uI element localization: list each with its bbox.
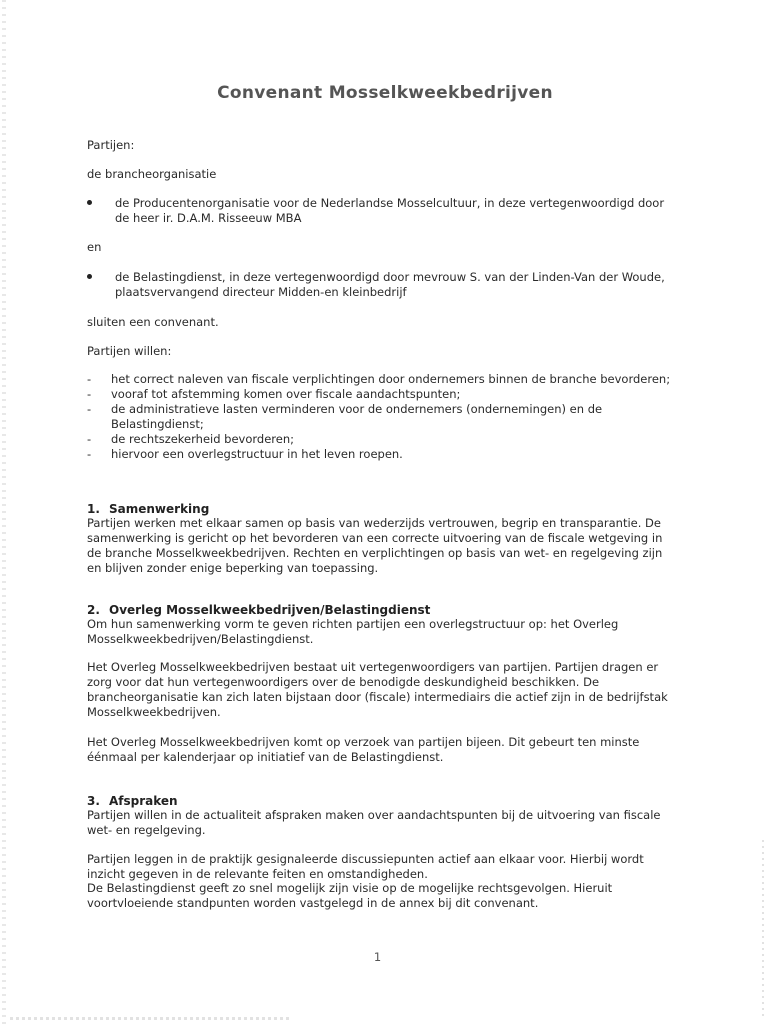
section-heading	[87, 794, 687, 809]
and-word: en	[87, 240, 102, 254]
section-paragraph: Om hun samenwerking vorm te geven richten partijen een overlegstructuur op: het Overleg Mosselkweekbedrijven/Belastingdienst.	[87, 617, 619, 646]
scan-edge-bottom	[10, 1017, 290, 1020]
section-heading	[87, 603, 687, 618]
section-heading	[87, 502, 687, 517]
section-number: 3.	[87, 794, 100, 808]
list-item: - het correct naleven van fiscale verplichtingen door ondernemers binnen de branche bevorderen;	[87, 372, 687, 387]
bullet-icon	[87, 274, 92, 279]
section-title: Overleg Mosselkweekbedrijven/Belastingdienst	[109, 603, 431, 617]
page-number: 1	[373, 950, 382, 964]
section-paragraph: De Belastingdienst geeft zo snel mogelijk zijn visie op de mogelijke rechtsgevolgen. Hieruit voortvloeiende standpunten worden vastgelegd in de annex bij dit convenant.	[87, 881, 613, 910]
section-number: 1.	[87, 502, 100, 516]
section-title: Afspraken	[109, 794, 178, 808]
section-title: Samenwerking	[109, 502, 210, 516]
org-intro: de brancheorganisatie	[87, 167, 217, 181]
wishes-list	[87, 372, 687, 462]
list-item: - vooraf tot afstemming komen over fiscale aandachtspunten;	[87, 387, 687, 402]
section-number: 2.	[87, 603, 100, 617]
party-1-text: de Producentenorganisatie voor de Nederlandse Mosselcultuur, in deze vertegenwoordigd door de heer ir. D.A.M. Risseeuw MBA	[115, 196, 665, 225]
party-2-text: de Belastingdienst, in deze vertegenwoordigd door mevrouw S. van der Linden-Van der Woude, plaatsvervangend directeur Midden-en kleinbedrijf	[115, 270, 665, 299]
parties-label: Partijen:	[87, 138, 135, 152]
section-paragraph: Het Overleg Mosselkweekbedrijven komt op verzoek van partijen bijeen. Dit gebeurt ten minste éénmaal per kalenderjaar op initiatief van de Belastingdienst.	[87, 735, 640, 764]
list-item: - de administratieve lasten verminderen voor de ondernemers (ondernemingen) en de Belastingdienst;	[87, 402, 687, 432]
section-paragraph: Partijen willen in de actualiteit afspraken maken over aandachtspunten bij de uitvoering van fiscale wet- en regelgeving.	[87, 808, 661, 837]
document-title: Convenant Mosselkweekbedrijven	[217, 83, 553, 103]
section-paragraph: Partijen werken met elkaar samen op basis van wederzijds vertrouwen, begrip en transparantie. De samenwerking is gericht op het bevorderen van een correcte uitvoering van de fiscale wetgeving in de branche Mosselkweekbedrijven. Rechten en verplichtingen op basis van wet- en regelgeving zijn en blijven zonder enige beperking van toepassing.	[87, 516, 663, 575]
section-paragraph: Partijen leggen in de praktijk gesignaleerde discussiepunten actief aan elkaar voor. Hierbij wordt inzicht gegeven in de relevante feiten en omstandigheden.	[87, 852, 644, 881]
list-item: - de rechtszekerheid bevorderen;	[87, 432, 687, 447]
section-paragraph: Het Overleg Mosselkweekbedrijven bestaat uit vertegenwoordigers van partijen. Partijen dragen er zorg voor dat hun vertegenwoordigers over de benodigde deskundigheid beschikken. De brancheorganisatie kan zich laten bijstaan door (fiscale) intermediairs die actief zijn in de bedrijfstak Mosselkweekbedrijven.	[87, 660, 668, 719]
wishes-label: Partijen willen:	[87, 344, 172, 358]
list-item: - hiervoor een overlegstructuur in het leven roepen.	[87, 447, 687, 462]
conclude-line: sluiten een convenant.	[87, 315, 219, 329]
scan-edge-left	[2, 0, 6, 1024]
scan-edge-right	[762, 840, 764, 1020]
bullet-icon	[87, 200, 92, 205]
